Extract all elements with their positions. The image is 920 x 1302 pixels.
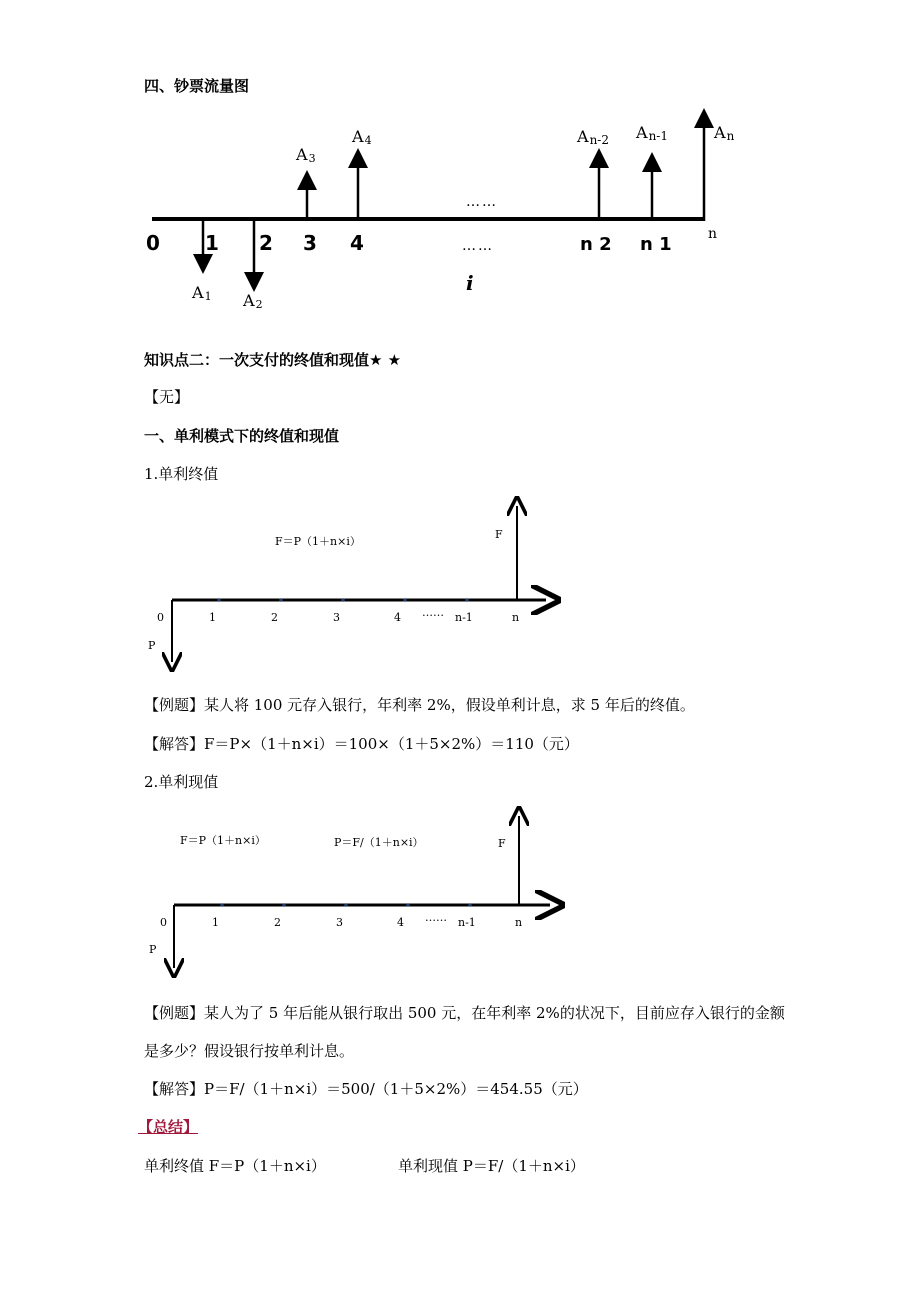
pv-tick: 0 bbox=[160, 916, 167, 929]
fv-tick: …… bbox=[422, 606, 444, 619]
label-A2: A2 bbox=[243, 291, 263, 311]
fv-formula: F＝P（1＋n×i） bbox=[275, 535, 361, 548]
label-A3: A3 bbox=[296, 145, 316, 165]
fv-tick: n-1 bbox=[455, 611, 473, 624]
summary-tag: 【总结】 bbox=[138, 1118, 199, 1136]
label-A4: A4 bbox=[352, 127, 372, 147]
none-tag: 【无】 bbox=[144, 388, 190, 406]
axis-label: 4 bbox=[350, 231, 364, 255]
pv-formula-1: F＝P（1＋n×i） bbox=[180, 834, 266, 847]
axis-label: 2 bbox=[259, 231, 273, 255]
upper-dots: …… bbox=[466, 194, 498, 210]
example1-question: 【例题】某人将 100 元存入银行，年利率 2%，假设单利计息，求 5 年后的终值。 bbox=[144, 696, 695, 714]
example1-answer: 【解答】F＝P×（1＋n×i）＝100×（1＋5×2%）＝110（元） bbox=[144, 735, 579, 753]
pv-tick: 4 bbox=[397, 916, 404, 929]
pv-diagram bbox=[0, 800, 920, 980]
label-An-2: An-2 bbox=[577, 127, 609, 147]
label-An-1: An-1 bbox=[636, 123, 668, 143]
subsection-title-fv: 1.单利终值 bbox=[144, 465, 219, 483]
part-title-simple-interest: 一、单利模式下的终值和现值 bbox=[144, 427, 340, 445]
pv-tick: …… bbox=[425, 911, 447, 924]
fv-tick: 2 bbox=[271, 611, 278, 624]
fv-tick: n bbox=[512, 611, 520, 624]
axis-label: n bbox=[708, 226, 718, 242]
pv-tick: 3 bbox=[336, 916, 343, 929]
summary-pv: 单利现值 P＝F/（1＋n×i） bbox=[398, 1157, 585, 1175]
fv-tick: 1 bbox=[209, 611, 216, 624]
pv-label-f: F bbox=[498, 837, 506, 850]
fv-tick: 3 bbox=[333, 611, 340, 624]
pv-label-p: P bbox=[149, 943, 157, 956]
pv-tick: n bbox=[515, 916, 523, 929]
subsection-title-pv: 2.单利现值 bbox=[144, 773, 219, 791]
knowledge-point-title: 知识点二：一次支付的终值和现值★ ★ bbox=[144, 351, 402, 369]
axis-label: 3 bbox=[303, 231, 317, 255]
axis-label: 1 bbox=[205, 231, 219, 255]
pv-tick: n-1 bbox=[458, 916, 476, 929]
pv-tick: 2 bbox=[274, 916, 281, 929]
axis-label: n 2 bbox=[580, 234, 612, 255]
example2-question-line1: 【例题】某人为了 5 年后能从银行取出 500 元，在年利率 2%的状况下，目前应存入银行的金额 bbox=[144, 1004, 785, 1022]
label-A1: A1 bbox=[192, 283, 212, 303]
pv-tick: 1 bbox=[212, 916, 219, 929]
example2-answer: 【解答】P＝F/（1＋n×i）＝500/（1＋5×2%）＝454.55（元） bbox=[144, 1080, 588, 1098]
summary-fv: 单利终值 F＝P（1＋n×i） bbox=[144, 1157, 326, 1175]
fv-tick: 4 bbox=[394, 611, 401, 624]
fv-label-f: F bbox=[495, 528, 503, 541]
example2-question-line2: 是多少？假设银行按单利计息。 bbox=[144, 1042, 355, 1060]
lower-i: i bbox=[466, 271, 474, 295]
label-An: An bbox=[714, 123, 735, 143]
pv-formula-2: P＝F/（1＋n×i） bbox=[334, 836, 424, 849]
cashflow-diagram bbox=[0, 100, 920, 330]
lower-dots: …… bbox=[462, 238, 494, 254]
fv-tick: 0 bbox=[157, 611, 164, 624]
fv-diagram bbox=[0, 490, 920, 680]
section-title-cashflow: 四、钞票流量图 bbox=[144, 77, 250, 95]
axis-label: 0 bbox=[146, 231, 160, 255]
axis-label: n 1 bbox=[640, 234, 672, 255]
fv-label-p: P bbox=[148, 639, 156, 652]
